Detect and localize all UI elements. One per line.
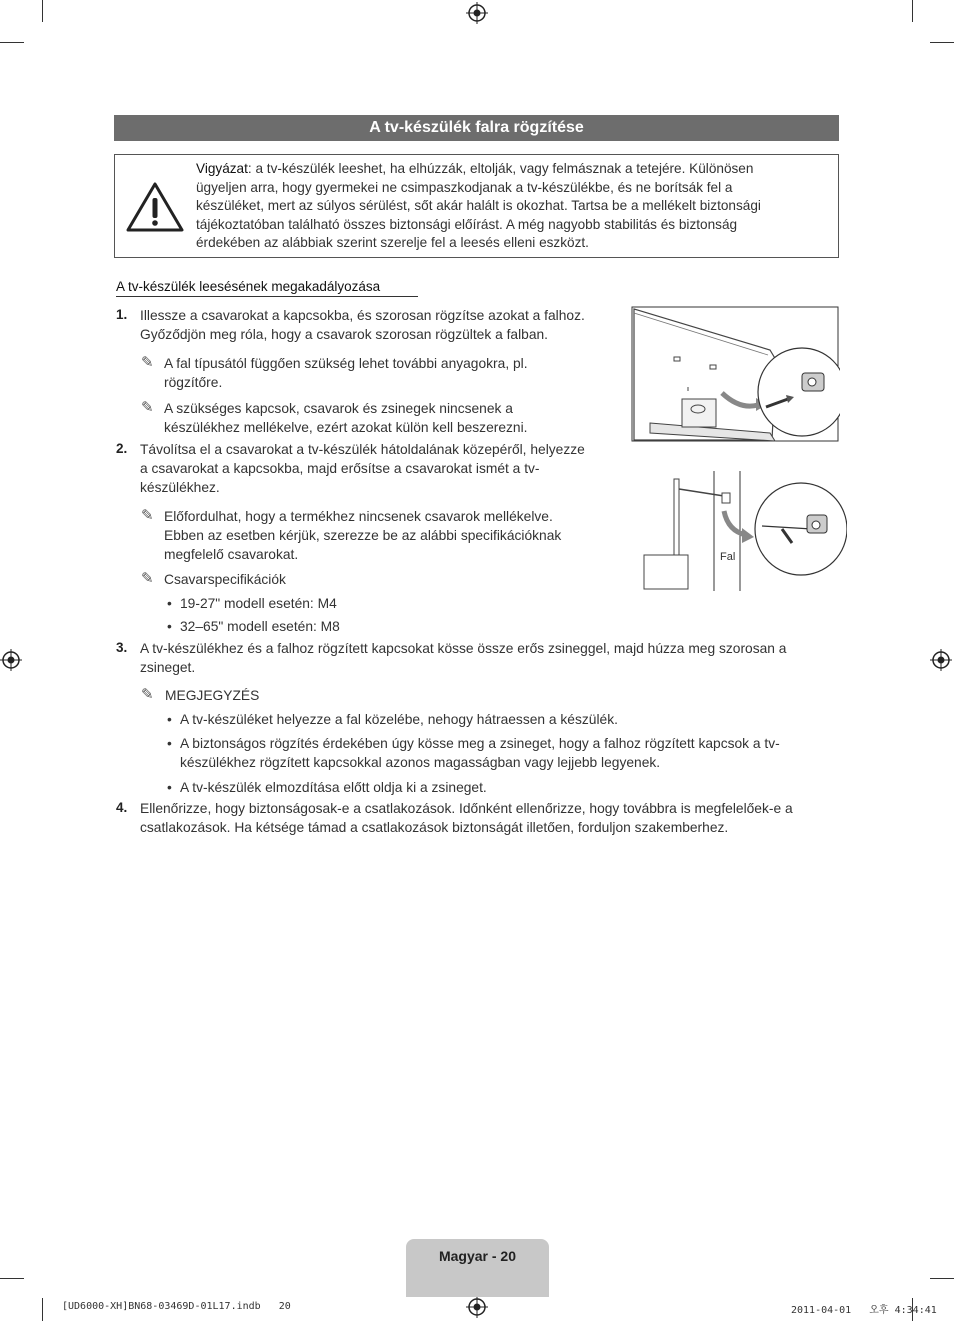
section-subheading: A tv-készülék leesésének megakadályozása xyxy=(116,279,418,297)
print-slug-file: [UD6000-XH]BN68-03469D-01L17.indb 20 xyxy=(62,1301,291,1312)
crop-mark xyxy=(912,0,913,22)
page-number: Magyar - 20 xyxy=(438,1248,517,1264)
list-item: • A biztonságos rögzítés érdekében úgy kösse meg a zsineget, hogy a falhoz rögzített kapcsok a tv- készülékhez rögzített kapcsokkal azonos magasságban vagy lejjebb legyenek. xyxy=(180,734,835,772)
note-text: MEGJEGYZÉS xyxy=(165,688,260,703)
list-item: • A tv-készülék elmozdítása előtt oldja ki a zsineget. xyxy=(180,778,830,797)
warning-triangle-icon xyxy=(125,181,185,233)
list-item: • 32–65" modell esetén: M8 xyxy=(180,617,480,636)
note-icon: ✎ xyxy=(141,354,154,371)
step-number: 4. xyxy=(116,800,128,815)
step-number: 3. xyxy=(116,640,128,655)
step-number: 1. xyxy=(116,307,128,322)
step-text: Ellenőrizze, hogy biztonságosak-e a csatlakozások. Időnként ellenőrizze, hogy továbbra is megfelelőek-e a csatlakozások. Ha kétsége támad a csatlakozások biztonságát illetően, forduljon szakemberhez. xyxy=(140,801,793,835)
warning-text: Vigyázat: a tv-készülék leeshet, ha elhúzzák, eltolják, vagy felmásznak a tetejére. Különösen ügyeljen arra, hogy gyermekei ne csimpaszkodjanak a tv-készülékbe, és ne borítsák fel a készüléket, mert az súlyos sérülést, sőt akár halált is okozhat. Tartsa be a mellékelt biztonsági tájékoztatóban található összes biztonsági előírást. A még nagyobb stabilitás és biztonság érdekében az alábbiak szerint szerelje fel a leesés elleni eszközt. xyxy=(196,161,761,251)
note-text: A szükséges kapcsok, csavarok és zsinegek nincsenek a készülékhez mellékelve, ezért azokat külön kell beszerezni. xyxy=(164,401,528,435)
page-title: A tv-készülék falra rögzítése xyxy=(114,115,839,141)
page-number-tab xyxy=(406,1239,549,1297)
step-text: Illessze a csavarokat a kapcsokba, és szorosan rögzítse azokat a falhoz. Győződjön meg róla, hogy a csavarok szorosan rögzültek a falban. xyxy=(140,308,585,342)
crop-mark xyxy=(930,42,954,43)
note-icon: ✎ xyxy=(141,507,154,524)
warning-label: Vigyázat xyxy=(196,161,248,176)
list-item: • 19-27" modell esetén: M4 xyxy=(180,594,480,613)
note-text: A fal típusától függően szükség lehet további anyagokra, pl. rögzítőre. xyxy=(164,356,528,390)
crop-mark xyxy=(930,1278,954,1279)
note-icon: ✎ xyxy=(141,570,154,587)
crop-mark xyxy=(42,0,43,22)
crop-mark xyxy=(0,1278,24,1279)
registration-mark-icon xyxy=(466,2,488,24)
registration-mark-icon xyxy=(466,1296,488,1318)
note-text: Előfordulhat, hogy a termékhez nincsenek csavarok mellékelve. Ebben az esetben kérjük, szerezze be az alábbi specifikációknak megfelelő csavarokat. xyxy=(164,509,562,562)
crop-mark xyxy=(0,42,24,43)
wall-side-view-illustration xyxy=(642,471,847,593)
wall-label: Fal xyxy=(720,551,736,563)
list-item: • A tv-készüléket helyezze a fal közelébe, nehogy hátraessen a készülék. xyxy=(180,710,830,729)
warning-box xyxy=(114,154,839,258)
note-text: Csavarspecifikációk xyxy=(164,572,286,587)
print-slug-timestamp: 2011-04-01 오후 4:34:41 xyxy=(791,1305,937,1316)
step-number: 2. xyxy=(116,441,128,456)
registration-mark-icon xyxy=(0,649,22,671)
note-icon: ✎ xyxy=(141,399,154,416)
registration-mark-icon xyxy=(930,649,952,671)
step-text: Távolítsa el a csavarokat a tv-készülék hátoldalának közepéről, helyezze a csavarokat a kapcsokba, majd erősítse a csavarokat ismét a tv- készülékhez. xyxy=(140,442,585,495)
note-icon: ✎ xyxy=(141,686,154,703)
tv-bracket-illustration xyxy=(630,305,840,445)
step-text: A tv-készülékhez és a falhoz rögzített kapcsokat kösse össze erős zsineggel, majd húzza meg szorosan a zsineget. xyxy=(140,641,787,675)
crop-mark xyxy=(42,1298,43,1321)
